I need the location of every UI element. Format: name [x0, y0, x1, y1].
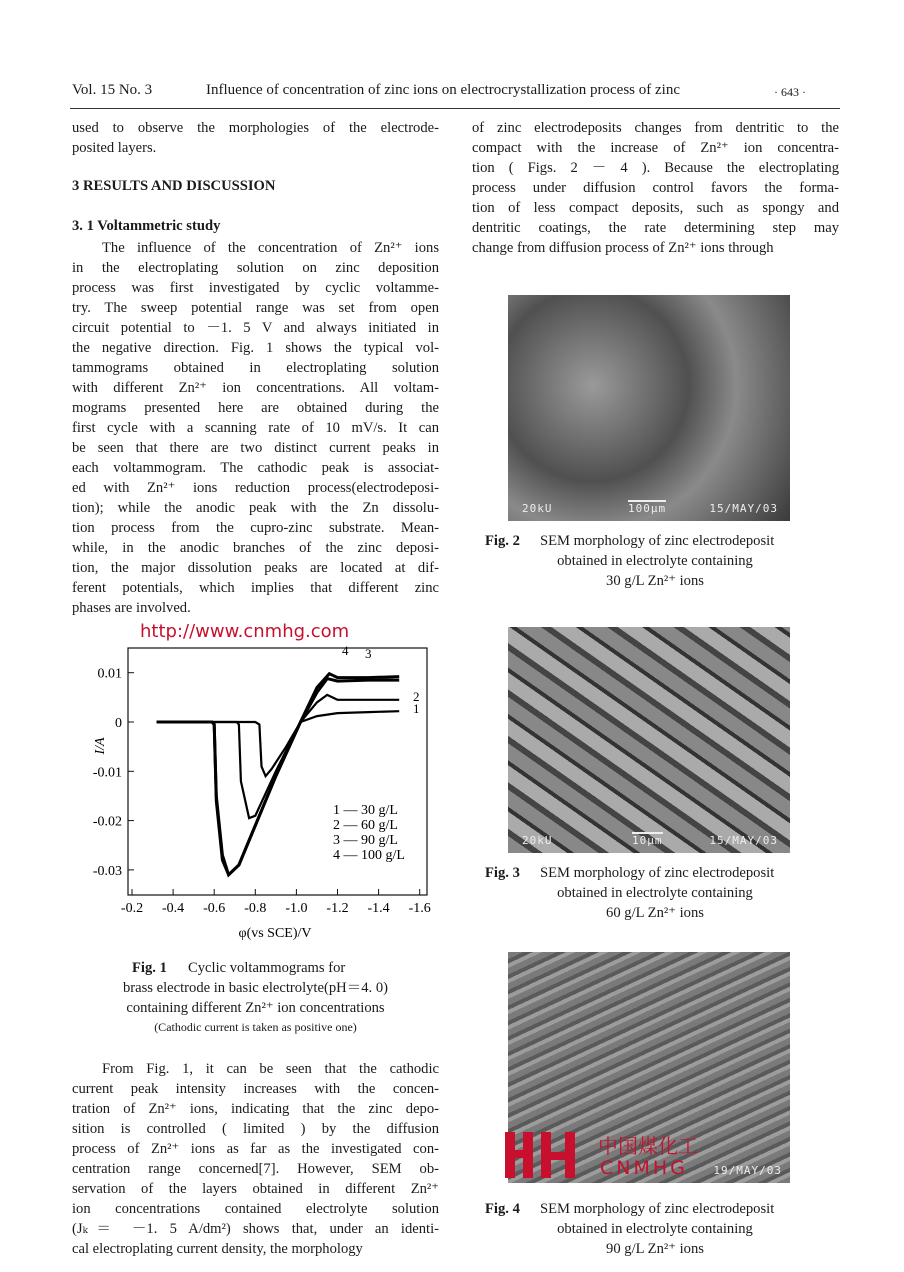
- paragraph-line: of zinc electrodeposits changes from dentritic to the: [472, 120, 839, 136]
- paragraph-line: ferent potentials, which implies that different zinc: [72, 580, 439, 596]
- caption-line: Cyclic voltammograms for: [188, 960, 346, 976]
- paragraph-line: sition is controlled ( limited ) by the diffusion: [72, 1121, 439, 1137]
- sem-image-fig2: [508, 295, 790, 521]
- paragraph-line: try. The sweep potential range was set from open: [72, 300, 439, 316]
- sem-date: 15/MAY/03: [709, 834, 778, 847]
- paragraph-line: process was first investigated by cyclic voltamme-: [72, 280, 439, 296]
- paragraph-line: (Jₖ＝ －1. 5 A/dm²) shows that, under an identi-: [72, 1221, 439, 1237]
- curve-label: 1: [413, 701, 420, 716]
- paragraph-line: dentritic coatings, the rate determining step may: [472, 220, 839, 236]
- paragraph-line: process of Zn²⁺ ions as far as the investigated con-: [72, 1141, 439, 1157]
- paragraph-line: cal electroplating current density, the morphology: [72, 1241, 363, 1257]
- paragraph-line: the negative direction. Fig. 1 shows the typical vol-: [72, 340, 439, 356]
- paragraph-line: with different Zn²⁺ ion concentrations. All voltam-: [72, 380, 439, 396]
- y-tick-label: 0: [115, 716, 122, 731]
- paragraph-line: mograms presented here are obtained during the: [72, 400, 439, 416]
- paragraph-line: ion concentrations contained electrolyte solution: [72, 1201, 439, 1217]
- caption-note: (Cathodic current is taken as positive one): [154, 1020, 357, 1034]
- y-tick-label: -0.03: [92, 863, 122, 879]
- page-number: · 643 ·: [774, 85, 806, 99]
- paragraph-line: tration of Zn²⁺ ions, indicating that the zinc depo-: [72, 1101, 439, 1117]
- paragraph-line: tion of less compact deposits, such as spongy and: [472, 200, 839, 216]
- series-line-2: [157, 695, 400, 818]
- caption-line: brass electrode in basic electrolyte(pH＝4. 0): [122, 980, 389, 996]
- sem-image-fig3: [508, 627, 790, 853]
- legend-entry: 4 — 100 g/L: [333, 848, 405, 863]
- x-tick-label: -1.4: [367, 901, 390, 916]
- cnmhg-logo: [503, 1128, 593, 1180]
- sem-voltage: 20kU: [522, 502, 553, 515]
- y-tick-label: -0.02: [92, 814, 122, 830]
- header-rule: [70, 108, 840, 109]
- paragraph-line: first cycle with a scanning rate of 10 mV/s. It can: [72, 420, 439, 436]
- caption-line: containing different Zn²⁺ ion concentrations: [126, 1000, 385, 1016]
- voltammogram-chart: [60, 640, 460, 950]
- paragraph-line: while, in the anodic branches of the zinc deposi-: [72, 540, 439, 556]
- paragraph-line: tion); while the anodic peak with the Zn dissolu-: [72, 500, 439, 516]
- x-axis-label: φ(vs SCE)/V: [238, 926, 312, 941]
- paragraph-line: change from diffusion process of Zn²⁺ ions through: [472, 240, 774, 256]
- paragraph-line: circuit potential to －1. 5 V and always initiated in: [72, 320, 439, 336]
- paragraph-line: The influence of the concentration of Zn²⁺ ions: [102, 240, 439, 256]
- x-tick-label: -1.6: [408, 901, 431, 916]
- paragraph-line: tion ( Figs. 2 － 4 ). Because the electroplating: [472, 160, 839, 176]
- url-watermark: http://www.cnmhg.com: [140, 621, 350, 642]
- paragraph-line: each voltammogram. The cathodic peak is associat-: [72, 460, 439, 476]
- sem-voltage: 20kU: [522, 834, 553, 847]
- paragraph-line: current peak intensity increases with the concen-: [72, 1081, 439, 1097]
- x-tick-label: -0.6: [203, 901, 226, 916]
- x-tick-label: -0.4: [162, 901, 185, 916]
- figure-label: Fig. 3: [485, 865, 520, 881]
- paragraph-line: ed with Zn²⁺ ions reduction process(electrodeposi-: [72, 480, 439, 496]
- x-tick-label: -0.8: [244, 901, 267, 916]
- y-tick-label: -0.01: [92, 765, 122, 781]
- caption-line: obtained in electrolyte containing: [557, 553, 753, 569]
- watermark-logo-cn: 中国煤化工: [598, 1134, 698, 1158]
- paragraph-line: phases are involved.: [72, 600, 191, 616]
- paragraph-line: tion, the major dissolution peaks are located at dif-: [72, 560, 439, 576]
- legend-entry: 2 — 60 g/L: [333, 818, 398, 833]
- running-title: Influence of concentration of zinc ions on electrocrystallization process of zinc: [206, 82, 680, 98]
- paragraph-line: From Fig. 1, it can be seen that the cathodic: [102, 1061, 439, 1077]
- x-tick-label: -1.0: [285, 901, 308, 916]
- x-tick-label: -0.2: [120, 901, 144, 916]
- caption-line: obtained in electrolyte containing: [557, 1221, 753, 1237]
- caption-line: SEM morphology of zinc electrodeposit: [540, 865, 775, 881]
- paragraph-line: in the electroplating solution on zinc deposition: [72, 260, 439, 276]
- caption-line: SEM morphology of zinc electrodeposit: [540, 1201, 775, 1217]
- paragraph-line: be seen that there are two distinct current peaks in: [72, 440, 439, 456]
- curve-label: 2: [413, 689, 420, 704]
- paragraph-line: process under diffusion control favors the forma-: [472, 180, 839, 196]
- section-heading: 3 RESULTS AND DISCUSSION: [72, 178, 276, 194]
- caption-line: obtained in electrolyte containing: [557, 885, 753, 901]
- journal-volume: Vol. 15 No. 3: [72, 82, 153, 98]
- sem-date: 15/MAY/03: [709, 502, 778, 515]
- legend-entry: 1 — 30 g/L: [333, 803, 398, 818]
- caption-line: 90 g/L Zn²⁺ ions: [606, 1241, 704, 1257]
- paragraph-line: tion process from the cupro-zinc substrate. Mean-: [72, 520, 439, 536]
- subsection-heading: 3. 1 Voltammetric study: [72, 218, 221, 234]
- paragraph-line: servation of the layers obtained in different Zn²⁺: [72, 1181, 439, 1197]
- figure-label: Fig. 2: [485, 533, 520, 549]
- figure-label: Fig. 4: [485, 1201, 520, 1217]
- x-tick-label: -1.2: [326, 901, 349, 916]
- curve-label: 3: [365, 646, 372, 661]
- watermark-logo-en: CNMHG: [600, 1157, 688, 1179]
- curve-label: 4: [342, 643, 349, 658]
- legend-entry: 3 — 90 g/L: [333, 833, 398, 848]
- sem-scale-bar: 100µm: [628, 502, 667, 515]
- caption-line: 60 g/L Zn²⁺ ions: [606, 905, 704, 921]
- paragraph-line: centration range concerned[7]. However, SEM ob-: [72, 1161, 439, 1177]
- caption-line: 30 g/L Zn²⁺ ions: [606, 573, 704, 589]
- sem-scale-bar: 10µm: [632, 834, 663, 847]
- figure-label: Fig. 1: [132, 960, 167, 976]
- paragraph-line: posited layers.: [72, 140, 157, 156]
- y-axis-label: I/A: [93, 737, 108, 755]
- paragraph-line: tammograms obtained in electroplating solution: [72, 360, 439, 376]
- paragraph-line: compact with the increase of Zn²⁺ ion concentra-: [472, 140, 839, 156]
- sem-date: 19/MAY/03: [713, 1164, 782, 1177]
- y-tick-label: 0.01: [97, 666, 122, 682]
- paragraph-line: used to observe the morphologies of the electrode-: [72, 120, 439, 136]
- caption-line: SEM morphology of zinc electrodeposit: [540, 533, 775, 549]
